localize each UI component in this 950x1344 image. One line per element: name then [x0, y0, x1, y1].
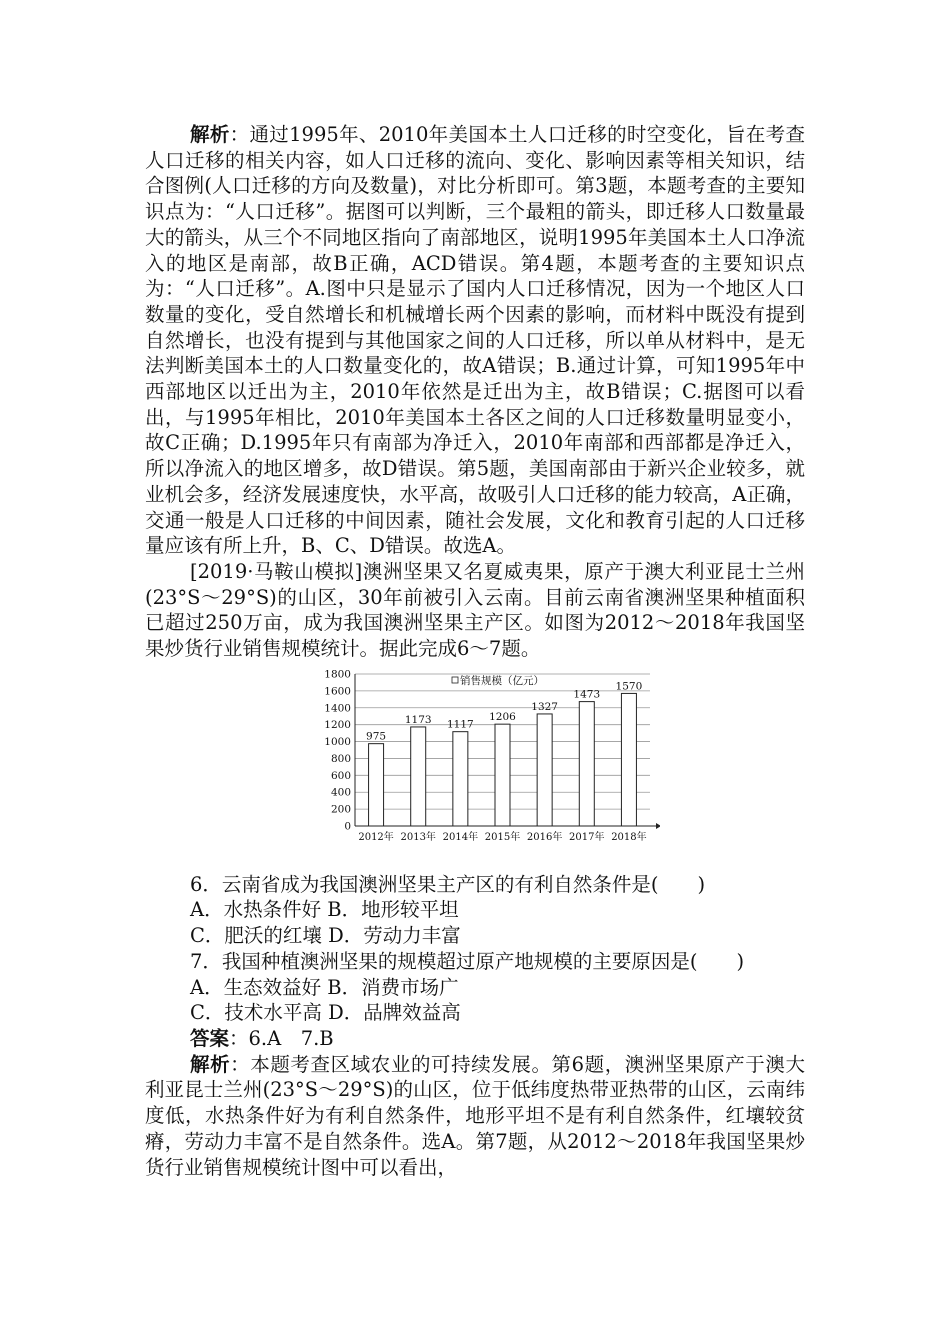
document-page	[145, 122, 805, 1180]
x-tick-label: 2018年	[611, 831, 647, 843]
analysis-label: 解析	[190, 123, 230, 146]
bar-value-label: 1327	[531, 700, 559, 713]
question-intro: [2019·马鞍山模拟]澳洲坚果又名夏威夷果，原产于澳大利亚昆士兰州(23°S～29°S)的山区，30年前被引入云南。目前云南省澳洲坚果种植面积已超过250万亩，成为我国澳洲坚果主产区。如图为2012～2018年我国坚果炒货行业销售规模统计。据此完成6～7题。	[145, 559, 805, 661]
bar-2013年	[411, 727, 426, 826]
answer-line	[145, 1026, 805, 1052]
x-tick-label: 2016年	[526, 831, 563, 843]
analysis-text-2: ：本题考查区域农业的可持续发展。第6题，澳洲坚果原产于澳大利亚昆士兰州(23°S～29°S)的山区，位于低纬度热带亚热带的山区，云南纬度低，水热条件好为有利自然条件，地形平坦不是有利自然条件，红壤较贫瘠，劳动力丰富不是自然条件。选A。第7题，从2012～2018年我国坚果炒货行业销售规模统计图中可以看出，	[145, 1052, 805, 1179]
x-tick-label: 2017年	[569, 831, 605, 843]
x-axis-arrow	[656, 823, 660, 829]
answer-text: ：6.A 7.B	[229, 1026, 334, 1050]
y-tick-label: 800	[330, 752, 351, 765]
bar-2012年	[369, 743, 384, 825]
bar-2014年	[453, 731, 468, 825]
bar-value-label: 1117	[446, 718, 474, 731]
analysis-paragraph-2	[145, 1052, 805, 1181]
question-7-options-ab: A．生态效益好 B．消费市场广	[190, 975, 459, 999]
bar-value-label: 1473	[573, 688, 601, 701]
x-tick-label: 2012年	[358, 831, 394, 843]
analysis-label-2: 解析	[190, 1052, 231, 1076]
bar-2016年	[537, 714, 552, 826]
y-tick-label: 1200	[324, 718, 351, 731]
analysis-text: ：通过1995年、2010年美国本土人口迁移的时空变化，旨在考查人口迁移的相关内容，如人口迁移的流向、变化、影响因素等相关知识，结合图例(人口迁移的方向及数量)，对比分析即可。第3题，本题考查的主要知识点为：“人口迁移”。据图可以判断，三个最粗的箭头，即迁移人口数量最大的箭头，从三个不同地区指向了南部地区，说明1995年美国本土人口净流入的地区是南部，故B正确，ACD错误。第4题，本题考查的主要知识点为：“人口迁移”。A.图中只是显示了国内人口迁移情况，因为一个地区人口数量的变化，受自然增长和机械增长两个因素的影响，而材料中既没有提到自然增长，也没有提到与其他国家之间的人口迁移，所以单从材料中，是无法判断美国本土的人口数量变化的，故A错误；B.通过计算，可知1995年中西部地区以迁出为主，2010年依然是迁出为主，故B错误；C.据图可以看出，与1995年相比，2010年美国本土各区之间的人口迁移数量明显变小，故C正确；D.1995年只有南部为净迁入，2010年南部和西部都是净迁入，所以净流入的地区增多，故D错误。第5题，美国南部由于新兴企业较多，就业机会多，经济发展速度快，水平高，故吸引人口迁移的能力较高，A正确，交通一般是人口迁移的中间因素，随社会发展，文化和教育引起的人口迁移量应该有所上升，B、C、D错误。故选A。	[145, 123, 805, 558]
bar-value-label: 975	[366, 730, 387, 743]
legend-label: 销售规模（亿元）	[460, 674, 544, 687]
y-tick-label: 600	[330, 769, 351, 782]
y-tick-label: 200	[330, 803, 351, 816]
bar-2018年	[621, 693, 636, 826]
y-tick-label: 1600	[324, 685, 351, 698]
bar-2017年	[579, 701, 594, 825]
bar-value-label: 1173	[404, 713, 432, 726]
bar-chart-container	[145, 662, 805, 872]
analysis-paragraph-1	[145, 122, 805, 559]
legend-swatch	[452, 677, 458, 683]
x-tick-label: 2015年	[484, 831, 521, 843]
bar-value-label: 1570	[615, 680, 643, 693]
question-6-options-ab: A．水热条件好 B．地形较平坦	[190, 898, 459, 922]
y-tick-label: 0	[344, 820, 351, 833]
bar-2015年	[495, 724, 510, 826]
question-7-stem: 7．我国种植澳洲坚果的规模超过原产地规模的主要原因是( )	[190, 949, 745, 973]
bar-value-label: 1206	[489, 710, 516, 723]
question-6-stem: 6．云南省成为我国澳洲坚果主产区的有利自然条件是( )	[190, 872, 706, 896]
y-tick-label: 400	[330, 786, 351, 799]
y-tick-label: 1400	[324, 702, 351, 715]
sales-bar-chart	[320, 666, 660, 866]
question-6-options-cd: C．肥沃的红壤 D．劳动力丰富	[190, 924, 461, 948]
x-tick-label: 2014年	[442, 831, 479, 843]
y-tick-label: 1000	[324, 735, 351, 748]
question-7-options-cd: C．技术水平高 D．品牌效益高	[190, 1001, 461, 1025]
y-tick-label: 1800	[324, 668, 351, 681]
answer-label: 答案	[190, 1026, 230, 1050]
x-tick-label: 2013年	[400, 831, 436, 843]
